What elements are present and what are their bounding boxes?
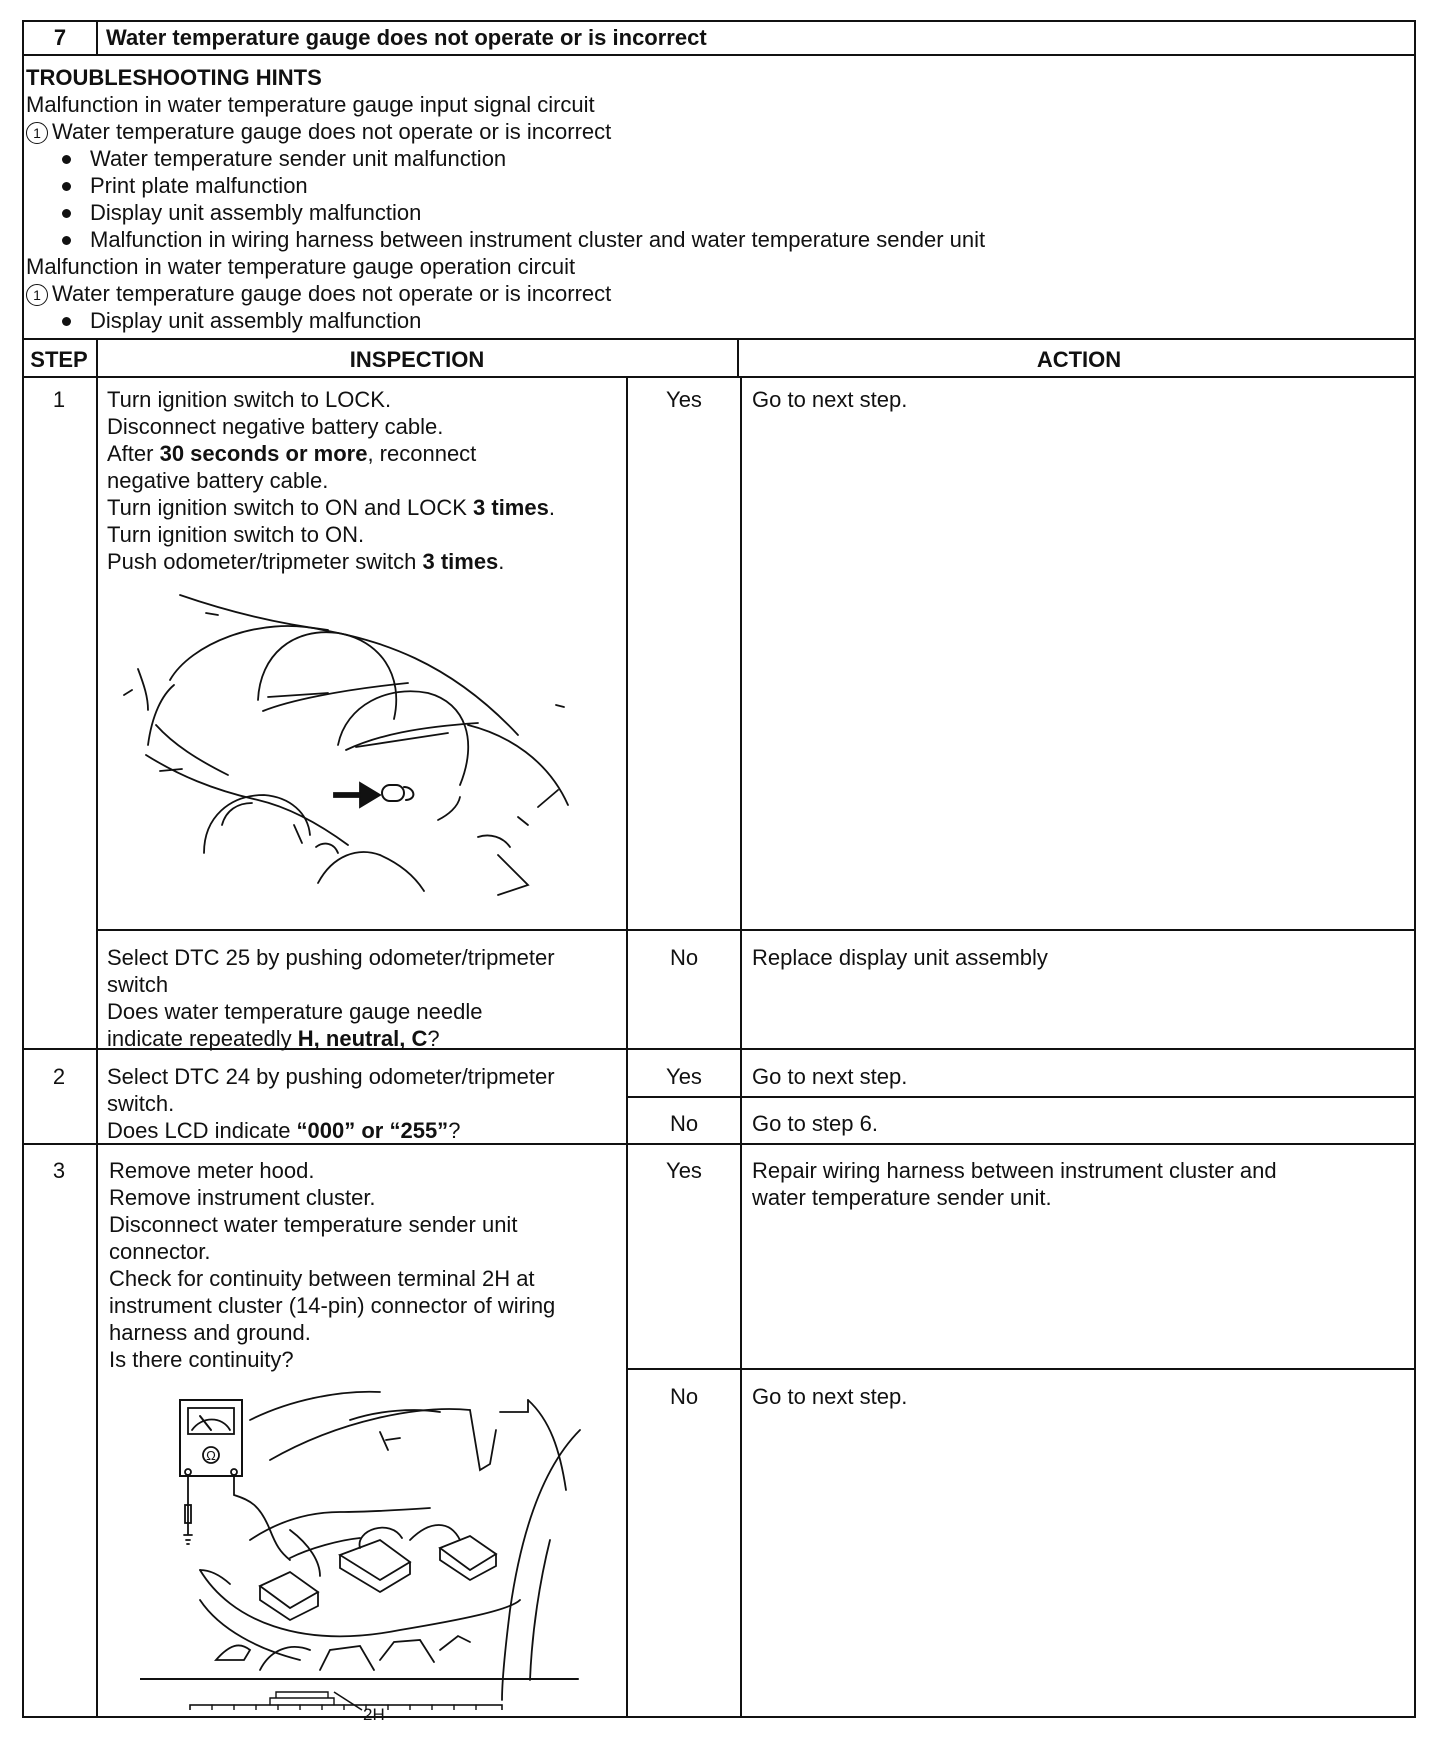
step-number: 1 (52, 387, 66, 412)
hint-bullet: Print plate malfunction (90, 173, 308, 198)
step1-question: indicate repeatedly H, neutral, C? (107, 1026, 440, 1051)
hint-bullet: Display unit assembly malfunction (90, 200, 422, 225)
rule-step-column (96, 338, 98, 1718)
rule-answer-column (626, 376, 628, 1718)
step1-instruction: negative battery cable. (107, 468, 329, 493)
section-title: Water temperature gauge does not operate or is incorrect (106, 25, 707, 50)
rule-action-header (737, 338, 739, 378)
step3-action-no: Go to next step. (752, 1384, 908, 1409)
hints-operation-circuit: Malfunction in water temperature gauge operation circuit (26, 254, 576, 279)
rule-action-column (740, 376, 742, 1718)
step1-instruction: Turn ignition switch to ON. (107, 522, 365, 547)
rule-step3-split (626, 1368, 1416, 1370)
column-header-action: ACTION (1036, 347, 1122, 372)
rule-header-divider (96, 20, 98, 56)
step-number: 2 (52, 1064, 66, 1089)
step2-action-yes: Go to next step. (752, 1064, 908, 1089)
terminal-2h-label: 2H (363, 1705, 385, 1724)
hints-title: TROUBLESHOOTING HINTS (26, 65, 322, 90)
rule-hints (22, 338, 1416, 340)
hint-bullet: Malfunction in wiring harness between instrument cluster and water temperature sender unit (90, 227, 986, 252)
rule-step1-split (96, 929, 1416, 931)
step3-instruction: Remove meter hood. (109, 1158, 315, 1183)
step1-question: switch (107, 972, 169, 997)
step2-action-no: Go to step 6. (752, 1111, 878, 1136)
step2-answer-yes: Yes (666, 1064, 702, 1089)
step2-instruction: switch. (107, 1091, 175, 1116)
hint-bullet: Display unit assembly malfunction (90, 308, 422, 333)
circled-number-marker: 1 (26, 284, 48, 306)
bullet-icon (62, 182, 71, 191)
step2-answer-no: No (669, 1111, 699, 1136)
step3-instruction: Disconnect water temperature sender unit (109, 1212, 518, 1237)
step3-answer-no: No (669, 1384, 699, 1409)
step1-instruction: Disconnect negative battery cable. (107, 414, 444, 439)
step3-instruction: Is there continuity? (109, 1347, 294, 1372)
step1-question: Does water temperature gauge needle (107, 999, 483, 1024)
step2-instruction: Select DTC 24 by pushing odometer/tripmeter (107, 1064, 555, 1089)
hints-symptom-1: 1 Water temperature gauge does not operate or is incorrect (26, 118, 611, 145)
hint-bullet: Water temperature sender unit malfunction (90, 146, 507, 171)
bullet-icon (62, 209, 71, 218)
step3-instruction: harness and ground. (109, 1320, 311, 1345)
column-header-step: STEP (30, 347, 88, 372)
rule-header (22, 54, 1416, 56)
bullet-icon (62, 317, 71, 326)
bullet-icon (62, 155, 71, 164)
step1-action-no: Replace display unit assembly (752, 945, 1048, 970)
step-number: 3 (52, 1158, 66, 1183)
step3-instruction: connector. (109, 1239, 211, 1264)
step1-answer-no: No (669, 945, 699, 970)
step3-answer-yes: Yes (666, 1158, 702, 1183)
hints-input-circuit: Malfunction in water temperature gauge input signal circuit (26, 92, 595, 117)
terminal-leader-line (330, 1690, 370, 1720)
section-number: 7 (53, 25, 67, 50)
instrument-cluster-illustration (118, 585, 598, 915)
step3-instruction: Remove instrument cluster. (109, 1185, 376, 1210)
step1-instruction: Turn ignition switch to ON and LOCK 3 times. (107, 495, 555, 520)
step1-answer-yes: Yes (666, 387, 702, 412)
step1-action-yes: Go to next step. (752, 387, 908, 412)
step3-action-yes: Repair wiring harness between instrument cluster and (752, 1158, 1277, 1183)
hints-symptom-2: 1 Water temperature gauge does not operate or is incorrect (26, 280, 611, 307)
meter-symbol: Ω (206, 1448, 216, 1463)
circled-number-marker: 1 (26, 122, 48, 144)
step1-instruction: After 30 seconds or more, reconnect (107, 441, 477, 466)
step3-action-yes: water temperature sender unit. (752, 1185, 1052, 1210)
step2-instruction: Does LCD indicate “000” or “255”? (107, 1118, 461, 1143)
bullet-icon (62, 236, 71, 245)
step1-instruction: Turn ignition switch to LOCK. (107, 387, 392, 412)
rule-columns (22, 376, 1416, 378)
step3-instruction: instrument cluster (14-pin) connector of wiring (109, 1293, 556, 1318)
step3-instruction: Check for continuity between terminal 2H at (109, 1266, 535, 1291)
ohmmeter-icon (180, 1400, 242, 1476)
column-header-inspection: INSPECTION (349, 347, 485, 372)
step1-instruction: Push odometer/tripmeter switch 3 times. (107, 549, 505, 574)
rule-step2-split (626, 1096, 1416, 1098)
step1-question: Select DTC 25 by pushing odometer/tripmeter (107, 945, 555, 970)
continuity-check-illustration (140, 1380, 600, 1710)
